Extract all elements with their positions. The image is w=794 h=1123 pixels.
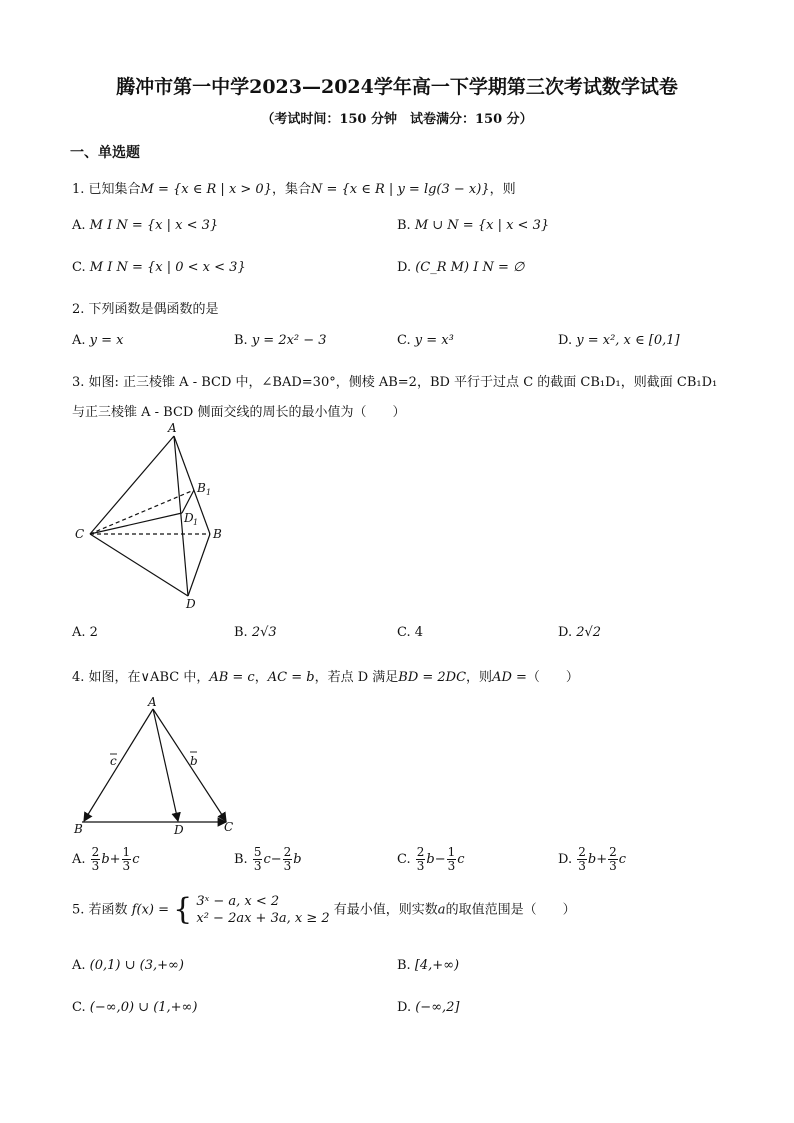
q2-option-c-text: y = x³ — [414, 333, 454, 348]
q2-option-c[interactable] — [397, 333, 454, 348]
q4-stem-a: 4. 如图，在∨ABC 中， — [72, 670, 210, 685]
q1-option-a[interactable] — [72, 218, 218, 233]
q4-a-frac2: $\frac{1}{3}$ — [122, 845, 131, 873]
label-B: B — [213, 527, 222, 541]
q3-option-b-label: B. — [234, 625, 248, 640]
label-D1-sub: 1 — [193, 518, 199, 527]
exam-title: 腾冲市第一中学2023—2024学年高一下学期第三次考试数学试卷 — [116, 76, 678, 98]
edge-AC — [90, 436, 174, 534]
q4-option-b[interactable]: B. $\frac{5}{3}$ c− $\frac{2}{3}$ b — [234, 845, 302, 873]
edge-B1D1 — [182, 490, 194, 513]
q2-option-a-label: A. — [72, 333, 86, 348]
q1-option-d[interactable] — [397, 260, 524, 275]
exam-subtitle: （考试时间：150 分钟 试卷满分：150 分） — [261, 112, 533, 127]
q3-pyramid-figure — [70, 420, 240, 610]
q5-fx: f(x) = — [131, 902, 169, 918]
q5-var: a — [437, 902, 446, 918]
q2-stem: 2. 下列函数是偶函数的是 — [72, 302, 219, 317]
edge-CD1 — [90, 513, 182, 534]
q1-option-c[interactable] — [72, 260, 246, 275]
q4-option-a-label: A. — [72, 852, 86, 867]
q2-option-b-text: y = 2x² − 3 — [251, 333, 327, 348]
q2-option-d-label: D. — [558, 333, 573, 348]
q5-option-d-text: (−∞,2] — [415, 1000, 460, 1015]
q4-eq-ac: AC = b — [267, 670, 315, 685]
q5-stem-c: 的取值范围是（ ） — [445, 902, 576, 918]
q4-stem-d: （ ） — [526, 670, 579, 685]
q4-a-frac1: $\frac{2}{3}$ — [91, 845, 100, 873]
q5-option-d[interactable] — [397, 1000, 460, 1015]
q5-stem — [72, 893, 576, 927]
q4-stem-c: ，则 — [466, 670, 493, 685]
q1-option-b[interactable] — [397, 218, 549, 233]
label-vec-c: c — [110, 754, 117, 768]
q1-option-d-label: D. — [397, 260, 412, 275]
q3-option-c-label: C. — [397, 625, 411, 640]
q1-option-c-text: M I N = {x | 0 < x < 3} — [89, 260, 246, 275]
q3-option-b[interactable] — [234, 625, 277, 640]
q4-option-a[interactable]: A. $\frac{2}{3}$ b+ $\frac{1}{3}$ c — [72, 845, 140, 873]
label-D1: D — [184, 511, 194, 525]
q2-option-b[interactable] — [234, 333, 327, 348]
q1-option-c-label: C. — [72, 260, 86, 275]
edge-BD — [188, 534, 210, 596]
q5-option-c[interactable] — [72, 1000, 197, 1015]
q1-option-d-text: (C_R M) I N = ∅ — [415, 260, 525, 275]
piecewise-brace: { — [173, 892, 193, 927]
q1-stem-a: 1. 已知集合 — [72, 182, 141, 197]
q4-sep: ， — [254, 670, 268, 685]
vector-ad — [153, 709, 178, 821]
q3-option-a-label: A. — [72, 625, 86, 640]
q1-set-n: N = {x ∈ R | y = lg(3 − x)} — [310, 182, 490, 197]
q2-option-d-text: y = x², x ∈ [0,1] — [576, 333, 680, 348]
q1-stem-b: ，集合 — [271, 182, 311, 197]
q1-option-b-text: M ∪ N = {x | x < 3} — [414, 218, 550, 233]
q1-set-m: M = {x ∈ R | x > 0} — [140, 182, 272, 197]
q4-eq-bd: BD = 2DC — [398, 670, 467, 685]
q3-option-c-text: 4 — [414, 625, 424, 640]
label-vec-b: b — [190, 754, 198, 768]
q5-option-b[interactable] — [397, 958, 459, 973]
q5-stem-b: 有最小值，则实数 — [333, 902, 438, 918]
piecewise-case-1: 3ˣ − a, x < 2 — [196, 894, 280, 909]
label-C: C — [75, 527, 85, 541]
q4-option-d[interactable]: D. $\frac{2}{3}$ b+ $\frac{2}{3}$ c — [558, 845, 627, 873]
q2-option-a-text: y = x — [89, 333, 124, 348]
q4-eq-ad: AD = — [492, 670, 527, 685]
label-D: D — [186, 597, 196, 610]
q4-stem-b: ，若点 D 满足 — [314, 670, 399, 685]
q3-option-d-label: D. — [558, 625, 573, 640]
q3-option-a-text: 2 — [89, 625, 98, 640]
q3-option-d[interactable] — [558, 625, 601, 640]
q4-eq-ab: AB = c — [209, 670, 255, 685]
q2-option-d[interactable] — [558, 333, 680, 348]
q5-option-a[interactable] — [72, 958, 184, 973]
q2-option-a[interactable] — [72, 333, 124, 348]
edge-CD — [90, 534, 188, 596]
q1-option-a-label: A. — [72, 218, 86, 233]
q3-option-c[interactable] — [397, 625, 423, 640]
q5-option-c-text: (−∞,0) ∪ (1,+∞) — [89, 1000, 198, 1015]
q4-option-b-label: B. — [234, 852, 248, 867]
label-A: A — [168, 421, 177, 435]
q2-option-c-label: C. — [397, 333, 411, 348]
q5-option-a-label: A. — [72, 958, 86, 973]
q3-option-b-text: 2√3 — [251, 625, 277, 640]
q5-option-d-label: D. — [397, 1000, 412, 1015]
label-C: C — [224, 820, 234, 834]
q5-option-b-label: B. — [397, 958, 411, 973]
q3-stem-line2: 与正三棱锥 A - BCD 侧面交线的周长的最小值为（ ） — [72, 405, 406, 420]
q5-option-c-label: C. — [72, 1000, 86, 1015]
q4-stem — [72, 666, 579, 685]
label-B1: B — [197, 481, 206, 495]
section-heading: 一、单选题 — [70, 145, 140, 161]
q1-stem — [72, 178, 516, 197]
q5-option-a-text: (0,1) ∪ (3,+∞) — [89, 958, 184, 973]
q3-option-a[interactable] — [72, 625, 98, 640]
piecewise-case-2: x² − 2ax + 3a, x ≥ 2 — [196, 911, 330, 926]
q4-option-c-label: C. — [397, 852, 411, 867]
q4-triangle-figure — [66, 695, 246, 837]
label-B: B — [74, 822, 83, 836]
q1-option-a-text: M I N = {x | x < 3} — [89, 218, 219, 233]
label-B1-sub: 1 — [206, 488, 212, 497]
q3-option-d-text: 2√2 — [576, 625, 602, 640]
q5-option-b-text: [4,+∞) — [414, 958, 460, 973]
label-D: D — [174, 823, 184, 837]
vector-c — [84, 709, 153, 821]
q3-stem-line1: 3. 如图: 正三棱锥 A - BCD 中，∠BAD=30°，侧棱 AB=2，BD 平行于过点 C 的截面 CB₁D₁，则截面 CB₁D₁ — [72, 375, 718, 390]
q2-option-b-label: B. — [234, 333, 248, 348]
q4-option-d-label: D. — [558, 852, 573, 867]
q1-stem-c: ，则 — [489, 182, 516, 197]
q4-option-c[interactable]: C. $\frac{2}{3}$ b− $\frac{1}{3}$ c — [397, 845, 465, 873]
piecewise-cases — [196, 893, 329, 927]
q5-stem-a: 5. 若函数 — [72, 902, 128, 918]
label-A: A — [148, 695, 157, 709]
dashed-CB1 — [90, 490, 194, 534]
q1-option-b-label: B. — [397, 218, 411, 233]
